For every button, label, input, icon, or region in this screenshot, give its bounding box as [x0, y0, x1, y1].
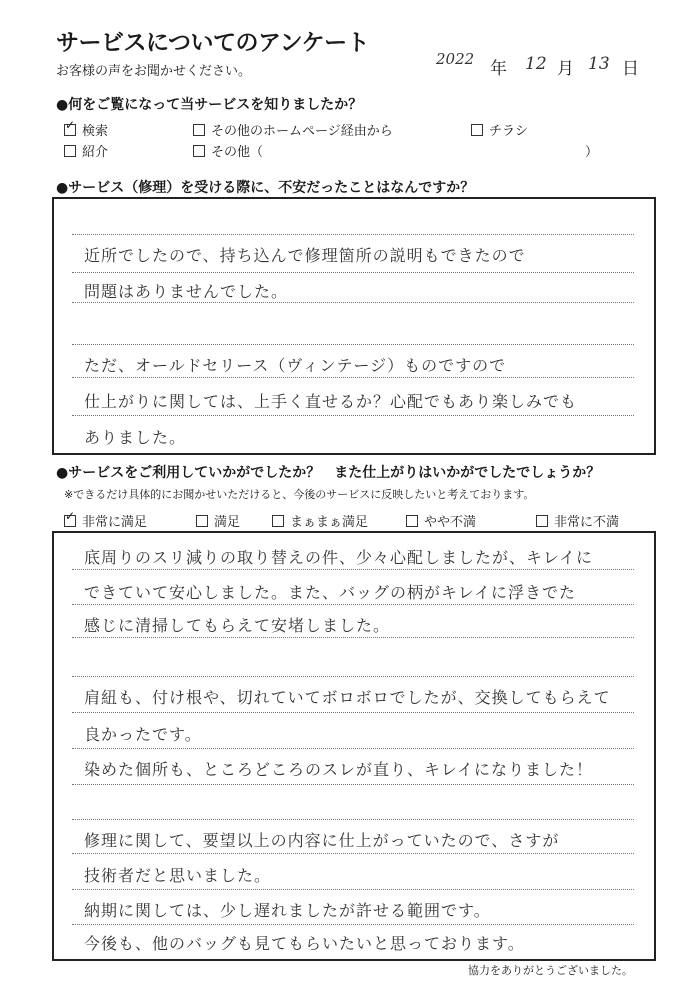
option-label: やや不満: [424, 515, 477, 530]
q1-option-flyer[interactable]: [471, 120, 528, 139]
answer-line: できていて安心しました。また、バッグの柄がキレイに浮きでた: [84, 583, 577, 602]
q3-option-satisfied[interactable]: [196, 511, 240, 530]
option-label: その他のホームページ経由から: [211, 124, 393, 139]
q2-heading: ●サービス（修理）を受ける際に、不安だったことはなんですか？: [56, 180, 475, 196]
date-year: 2022: [436, 50, 475, 68]
option-label: まぁまぁ満足: [290, 515, 369, 530]
answer-line: ありました。: [84, 428, 187, 447]
q3-heading: ●サービスをご利用していかがでしたか？ また仕上がりはいかがでしたでしょうか？: [56, 465, 601, 481]
option-label: 非常に不満: [554, 515, 620, 530]
answer-line: 仕上がりに関しては、上手く直せるか？心配でもあり楽しみでも: [84, 392, 578, 411]
q3-option-very-satisfied[interactable]: [64, 511, 147, 530]
answer-line: 感じに清掃してもらえて安堵しました。: [84, 616, 391, 635]
option-label: その他（: [211, 145, 264, 160]
q3-option-very-dissatisfied[interactable]: [536, 511, 619, 530]
answer-line: 技術者だと思いました。: [84, 866, 272, 885]
checkbox[interactable]: [64, 145, 76, 157]
checkbox-checked[interactable]: [64, 515, 76, 527]
answer-line: 良かったです。: [84, 725, 202, 744]
checkbox-checked[interactable]: [64, 124, 76, 136]
q1-option-other-website[interactable]: [193, 120, 393, 139]
checkbox[interactable]: [272, 515, 284, 527]
answer-line: 染めた個所も、ところどころのスレが直り、キレイになりました！: [84, 760, 594, 779]
survey-subtitle: お客様の声をお聞かせください。: [56, 64, 252, 79]
survey-title: サービスについてのアンケート: [56, 30, 370, 56]
thank-you-footer: 協力をありがとうございました。: [468, 964, 633, 977]
answer-line: 問題はありませんでした。: [84, 282, 289, 301]
answer-line: 底周りのスリ減りの取り替えの件、少々心配しましたが、キレイに: [84, 548, 594, 567]
option-label: 非常に満足: [82, 515, 148, 530]
year-label: 年: [490, 59, 507, 79]
checkbox[interactable]: [193, 124, 205, 136]
option-label: 満足: [214, 515, 241, 530]
q3-note: ※できるだけ具体的にお聞かせいただけると、今後のサービスに反映したいと考えております。: [64, 488, 535, 501]
option-label: チラシ: [489, 124, 529, 139]
checkbox[interactable]: [471, 124, 483, 136]
month-label: 月: [557, 59, 574, 79]
q1-option-search[interactable]: [64, 120, 108, 139]
checkbox[interactable]: [196, 515, 208, 527]
answer-line: 近所でしたので、持ち込んで修理箇所の説明もできたので: [84, 246, 526, 265]
day-label: 日: [622, 59, 639, 79]
q1-option-referral[interactable]: [64, 141, 108, 160]
q3-option-somewhat-dissatisfied[interactable]: [406, 511, 476, 530]
q2-answer-box[interactable]: [52, 197, 656, 455]
answer-line: 修理に関して、要望以上の内容に仕上がっていたので、さすが: [84, 831, 560, 850]
checkbox[interactable]: [406, 515, 418, 527]
date-day: 13: [588, 54, 610, 74]
q1-heading: ●何をご覧になって当サービスを知りましたか？: [56, 97, 363, 113]
checkbox[interactable]: [193, 145, 205, 157]
option-label: 紹介: [82, 145, 109, 160]
answer-line: 肩紐も、付け根や、切れていてボロボロでしたが、交換してもらえて: [84, 688, 611, 707]
q1-other-close-paren: ）: [585, 145, 599, 160]
date-month: 12: [525, 54, 547, 74]
answer-line: 今後も、他のバッグも見てもらいたいと思っております。: [84, 934, 525, 953]
checkbox[interactable]: [536, 515, 548, 527]
option-label: 検索: [82, 124, 109, 139]
answer-line: 納期に関しては、少し遅れましたが許せる範囲です。: [84, 901, 491, 920]
q3-option-somewhat-satisfied[interactable]: [272, 511, 368, 530]
q1-option-other[interactable]: [193, 141, 263, 160]
answer-line: ただ、オールドセリース（ヴィンテージ）ものですので: [84, 356, 507, 375]
q3-answer-box[interactable]: [52, 531, 656, 961]
